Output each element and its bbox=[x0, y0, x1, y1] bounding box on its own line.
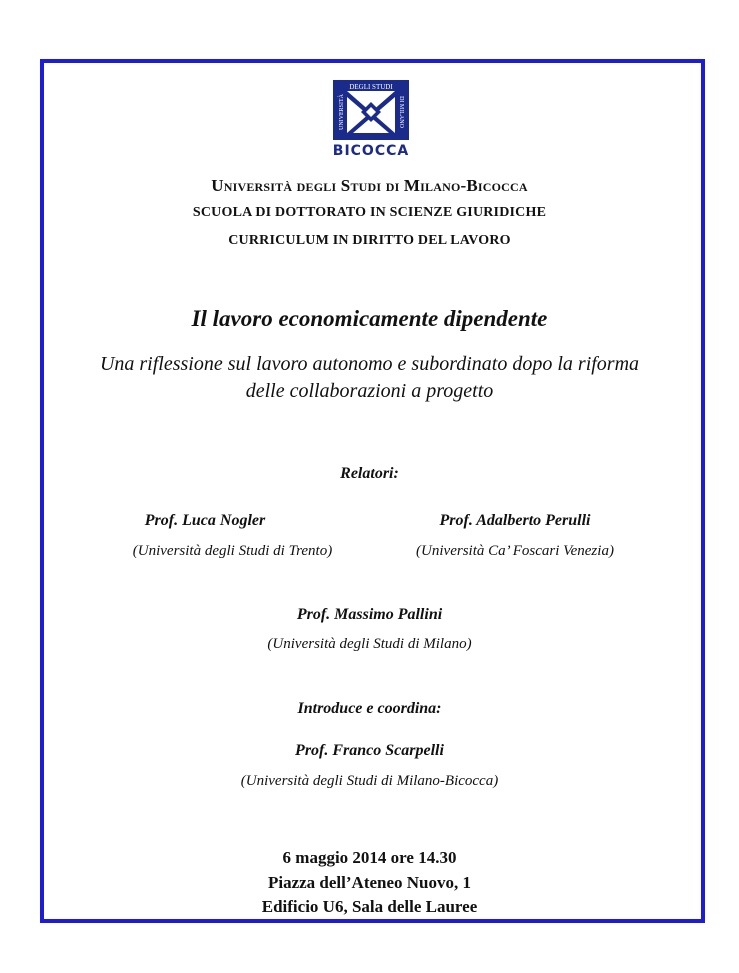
event-subtitle-line2: delle collaborazioni a progetto bbox=[245, 380, 494, 402]
university-logo bbox=[333, 80, 409, 158]
logo-text-bottom: BICOCCA bbox=[333, 143, 409, 158]
speaker-name: Prof. Adalberto Perulli bbox=[439, 512, 591, 529]
university-name bbox=[0, 176, 739, 196]
event-address: Piazza dell’Ateneo Nuovo, 1 bbox=[267, 873, 472, 892]
moderator-heading: Introduce e coordina: bbox=[297, 700, 442, 717]
speaker-affiliation: (Università Ca’ Foscari Venezia) bbox=[416, 543, 614, 559]
logo-text-right: DI MILANO bbox=[398, 96, 404, 128]
university-name-text: Università degli Studi di Milano-Bicocca bbox=[211, 176, 528, 195]
university-logo-icon bbox=[333, 80, 409, 158]
event-title: Il lavoro economicamente dipendente bbox=[191, 306, 548, 331]
speaker-name: Prof. Massimo Pallini bbox=[296, 606, 443, 623]
event-subtitle-line1: Una riflessione sul lavoro autonomo e subordinato dopo la riforma bbox=[99, 353, 640, 375]
event-venue: Edificio U6, Sala delle Lauree bbox=[261, 897, 478, 916]
event-date-time: 6 maggio 2014 ore 14.30 bbox=[282, 848, 457, 867]
speaker-affiliation: (Università degli Studi di Trento) bbox=[132, 543, 333, 559]
speaker-name: Prof. Luca Nogler bbox=[144, 512, 266, 529]
curriculum-name: CURRICULUM IN DIRITTO DEL LAVORO bbox=[228, 233, 511, 248]
speakers-heading: Relatori: bbox=[340, 465, 399, 482]
moderator-affiliation: (Università degli Studi di Milano-Bicocca) bbox=[240, 773, 499, 789]
logo-text-left: UNIVERSITÀ bbox=[339, 94, 345, 130]
school-name: SCUOLA DI DOTTORATO IN SCIENZE GIURIDICHE bbox=[192, 205, 547, 220]
moderator-name: Prof. Franco Scarpelli bbox=[295, 742, 444, 759]
speaker-affiliation: (Università degli Studi di Milano) bbox=[267, 636, 472, 652]
logo-text-top: DEGLI STUDI bbox=[349, 83, 393, 91]
